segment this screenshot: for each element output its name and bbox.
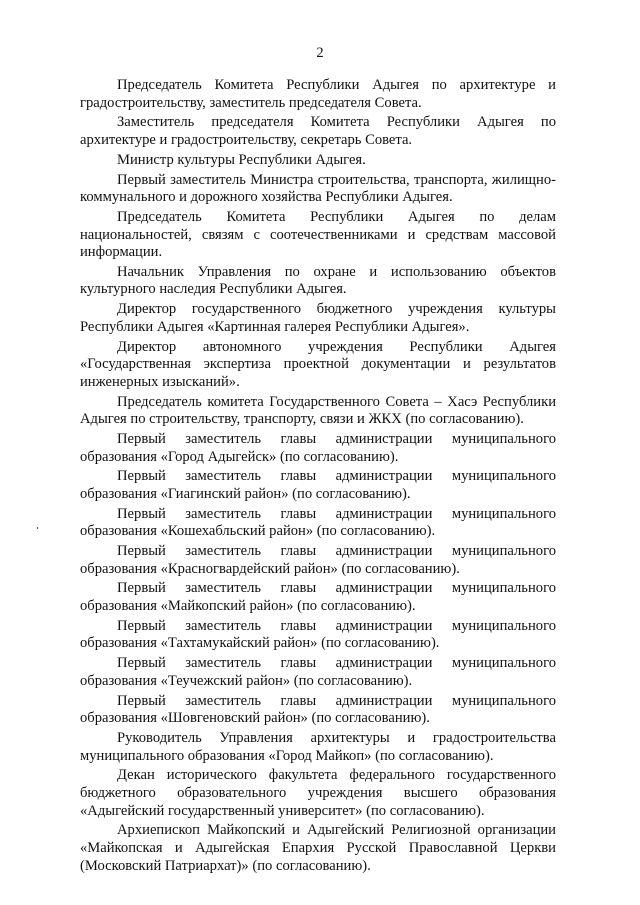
member-entry: Председатель Комитета Республики Адыгея по делам национальностей, связям с соотечественниками и средствам массовой информации. [80,208,556,261]
member-entry: Руководитель Управления архитектуры и градостроительства муниципального образования «Город Майкоп» (по согласованию). [80,729,556,764]
member-entry: Декан исторического факультета федерального государственного бюджетного образовательного учреждения высшего образования «Адыгейский государственный университет» (по согласованию). [80,767,556,819]
member-entry: Первый заместитель главы администрации муниципального образования «Красногвардейский район» (по согласованию). [80,543,556,577]
member-entry: Директор государственного бюджетного учреждения культуры Республики Адыгея «Картинная галерея Республики Адыгея». [80,301,556,335]
member-entry: Первый заместитель главы администрации муниципального образования «Шовгеновский район» (по согласованию). [80,692,556,727]
member-entry: Министр культуры Республики Адыгея. [117,151,366,168]
scan-speck [37,527,38,529]
member-entry: Первый заместитель главы администрации муниципального образования «Теучежский район» (по согласованию). [80,655,556,689]
member-entry: Первый заместитель главы администрации муниципального образования «Кошехабльский район» (по согласованию). [80,505,556,540]
member-entry: Директор автономного учреждения Республики Адыгея «Государственная экспертиза проектной документации и результатов инженерных изысканий». [80,338,556,390]
member-entry: Первый заместитель Министра строительства, транспорта, жилищно-коммунального и дорожного хозяйства Республики Адыгея. [80,171,556,206]
document-body [80,77,556,877]
member-entry: Председатель Комитета Республики Адыгея по архитектуре и градостроительству, заместитель председателя Совета. [80,77,556,111]
page-number: 2 [316,45,324,61]
member-entry: Первый заместитель главы администрации муниципального образования «Майкопский район» (по согласованию). [80,580,556,615]
member-entry: Первый заместитель главы администрации муниципального образования «Тахтамукайский район» (по согласованию). [80,617,556,652]
member-entry: Архиепископ Майкопский и Адыгейский Религиозной организации «Майкопская и Адыгейская Епархия Русской Православной Церкви (Московский Патриархат)» (по согласованию). [80,822,556,874]
member-entry: Первый заместитель главы администрации муниципального образования «Гиагинский район» (по согласованию). [80,468,556,502]
member-entry: Председатель комитета Государственного Совета – Хасэ Республики Адыгея по строительству, транспорту, связи и ЖКХ (по согласованию). [80,393,556,428]
member-entry: Начальник Управления по охране и использованию объектов культурного наследия Республики Адыгея. [80,263,556,298]
member-entry: Заместитель председателя Комитета Республики Адыгея по архитектуре и градостроительству, секретарь Совета. [80,114,556,148]
member-entry: Первый заместитель главы администрации муниципального образования «Город Адыгейск» (по согласованию). [80,430,556,465]
